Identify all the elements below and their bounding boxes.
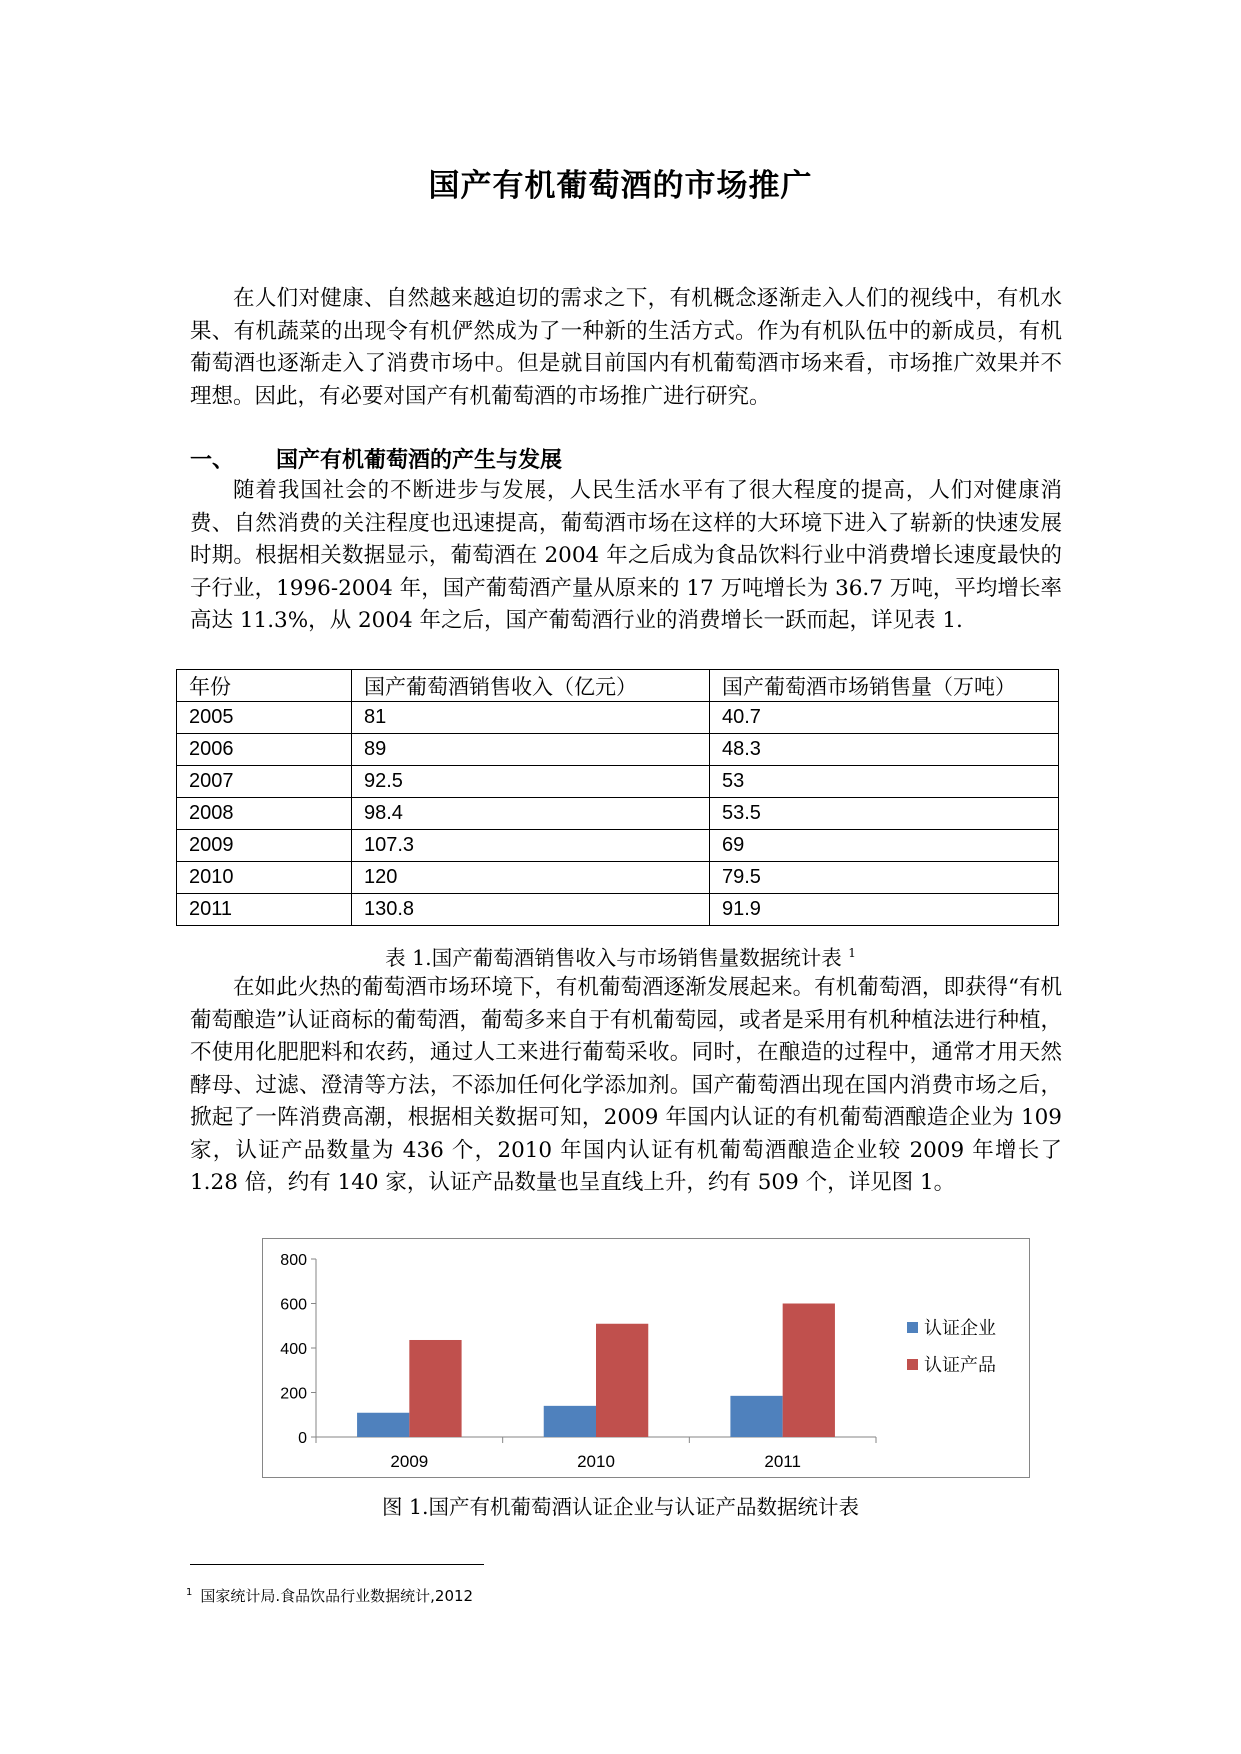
footnote-divider [190, 1564, 484, 1565]
table-cell: 53 [710, 766, 1059, 798]
table-header-cell: 年份 [177, 670, 352, 702]
bar [357, 1413, 409, 1437]
table-cell: 2009 [177, 830, 352, 862]
page-title: 国产有机葡萄酒的市场推广 [428, 168, 813, 204]
section-heading [190, 443, 562, 474]
section-number: 一、 [190, 447, 235, 473]
table-cell: 120 [352, 862, 710, 894]
table-row [177, 798, 1059, 830]
paragraph-2: 在如此火热的葡萄酒市场环境下，有机葡萄酒逐渐发展起来。有机葡萄酒，即获得“有机葡萄酿造”认证商标的葡萄酒，葡萄多来自于有机葡萄园，或者是采用有机种植法进行种植，不使用化肥肥料和农药，通过人工来进行葡萄采收。同时，在酿造的过程中，通常才用天然酵母、过滤、澄清等方法，不添加任何化学添加剂。国产葡萄酒出现在国内消费市场之后，掀起了一阵消费高潮，根据相关数据可知，2009 年国内认证的有机葡萄酒酿造企业为 109 家，认证产品数量为 436 个，2010 年国内认证有机葡萄酒酿造企业较 2009 年增长了 1.28 倍，约有 140 家，认证产品数量也呈直线上升，约有 509 个，详见图 1。 [190, 975, 1062, 1195]
table-caption-text: 表 1.国产葡萄酒销售收入与市场销售量数据统计表 [385, 946, 842, 970]
table-cell: 69 [710, 830, 1059, 862]
table-cell: 91.9 [710, 894, 1059, 926]
footnote-reference: 1 [848, 946, 856, 961]
table-cell: 98.4 [352, 798, 710, 830]
y-tick-label: 600 [280, 1296, 307, 1314]
legend-swatch [907, 1322, 918, 1333]
figure-caption: 图 1.国产有机葡萄酒认证企业与认证产品数据统计表 [381, 1495, 860, 1519]
paragraph-2-block [190, 972, 1062, 1200]
intro-paragraph: 在人们对健康、自然越来越迫切的需求之下，有机概念逐渐走入人们的视线中，有机水果、有机蔬菜的出现令有机俨然成为了一种新的生活方式。作为有机队伍中的新成员，有机葡萄酒也逐渐走入了消费市场中。但是就目前国内有机葡萄酒市场来看，市场推广效果并不理想。因此，有必要对国产有机葡萄酒的市场推广进行研究。 [190, 286, 1062, 409]
table-cell: 2011 [177, 894, 352, 926]
table-cell: 53.5 [710, 798, 1059, 830]
table-cell: 92.5 [352, 766, 710, 798]
y-tick-label: 400 [280, 1341, 307, 1358]
legend-swatch [907, 1359, 918, 1370]
y-tick-label: 0 [298, 1430, 307, 1447]
table-row [177, 862, 1059, 894]
x-tick-label: 2011 [764, 1452, 801, 1471]
table-cell: 2008 [177, 798, 352, 830]
paragraph-1-block [190, 475, 1062, 638]
table-row [177, 734, 1059, 766]
footnote-text: 国家统计局.食品饮品行业数据统计,2012 [200, 1587, 474, 1605]
table-caption [0, 941, 1241, 971]
table-cell: 2007 [177, 766, 352, 798]
bar [596, 1324, 648, 1437]
table-cell: 2005 [177, 702, 352, 734]
table-cell: 89 [352, 734, 710, 766]
y-tick-label: 200 [280, 1385, 307, 1403]
legend-label: 认证产品 [924, 1355, 996, 1376]
table-cell: 2006 [177, 734, 352, 766]
table-cell: 107.3 [352, 830, 710, 862]
table-cell: 2010 [177, 862, 352, 894]
footnote [186, 1585, 473, 1606]
bar [409, 1340, 461, 1437]
intro-paragraph-block [190, 283, 1062, 413]
table-cell: 40.7 [710, 702, 1059, 734]
bar [783, 1304, 835, 1438]
x-tick-label: 2009 [390, 1452, 429, 1471]
table-cell: 130.8 [352, 894, 710, 926]
table-row [177, 702, 1059, 734]
table-header-cell: 国产葡萄酒销售收入（亿元） [352, 670, 710, 702]
footnote-mark: 1 [186, 1587, 193, 1598]
table-row [177, 830, 1059, 862]
legend-label: 认证企业 [924, 1318, 996, 1339]
bar [544, 1406, 596, 1437]
table-cell: 81 [352, 702, 710, 734]
table-row [177, 766, 1059, 798]
sales-table [176, 669, 1059, 926]
y-tick-label: 800 [280, 1252, 307, 1269]
table-header-cell: 国产葡萄酒市场销售量（万吨） [710, 670, 1059, 702]
table-cell: 48.3 [710, 734, 1059, 766]
bar [730, 1396, 782, 1437]
x-tick-label: 2010 [577, 1452, 615, 1471]
section-title: 国产有机葡萄酒的产生与发展 [276, 447, 563, 473]
paragraph-1: 随着我国社会的不断进步与发展，人民生活水平有了很大程度的提高，人们对健康消费、自然消费的关注程度也迅速提高，葡萄酒市场在这样的大环境下进入了崭新的快速发展时期。根据相关数据显示，葡萄酒在 2004 年之后成为食品饮料行业中消费增长速度最快的子行业，1996-2004 年，国产葡萄酒产量从原来的 17 万吨增长为 36.7 万吨，平均增长率高达 11.3%，从 2004 年之后，国产葡萄酒行业的消费增长一跃而起，详见表 1. [190, 478, 1062, 633]
table-header-row [177, 670, 1059, 702]
table-row [177, 894, 1059, 926]
table-cell: 79.5 [710, 862, 1059, 894]
bar-chart [262, 1238, 1030, 1478]
